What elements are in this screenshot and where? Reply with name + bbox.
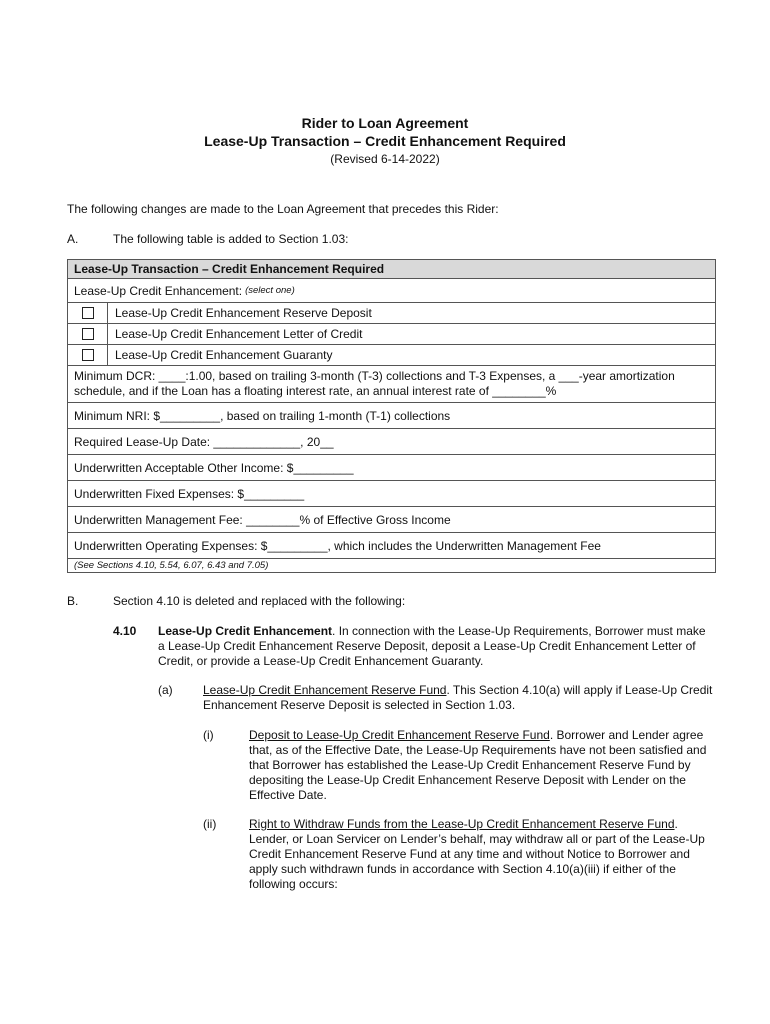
option-row-reserve-deposit	[68, 302, 715, 323]
required-lease-up-date-row: Required Lease-Up Date: _____________, 20__	[68, 428, 715, 454]
checkbox-letter-of-credit[interactable]	[82, 328, 94, 340]
section-410-heading: Lease-Up Credit Enhancement	[158, 624, 333, 638]
section-410aii-paragraph	[249, 817, 713, 892]
section-410aii-heading: Right to Withdraw Funds from the Lease-Up Credit Enhancement Reserve Fund	[249, 817, 675, 831]
section-410-body: . In connection with the Lease-Up Requirements, Borrower must make a Lease-Up Credit Enhancement Reserve Deposit, deposit a Lease-Up Credit Enhancement Letter of Credit, or provide a Lease-Up Credit Enhancement Guaranty.	[158, 624, 706, 668]
option-row-letter-of-credit	[68, 323, 715, 344]
section-410a-label: (a)	[158, 683, 173, 697]
minimum-nri-row: Minimum NRI: $_________, based on trailing 1-month (T-1) collections	[68, 402, 715, 428]
minimum-dcr-row: Minimum DCR: ____:1.00, based on trailing 3-month (T-3) collections and T-3 Expenses, a ___-year amortization schedule, and if the Loan has a floating interest rate, an annual interest rate of ________%	[68, 365, 715, 402]
section-410-number: 4.10	[113, 624, 137, 638]
document-title: Rider to Loan Agreement	[301, 115, 469, 131]
option-label: Lease-Up Credit Enhancement Letter of Credit	[115, 327, 363, 341]
select-hint: (select one)	[245, 285, 295, 296]
section-410a-paragraph	[203, 683, 713, 713]
option-label: Lease-Up Credit Enhancement Reserve Deposit	[115, 306, 372, 320]
section-410ai-heading: Deposit to Lease-Up Credit Enhancement Reserve Fund	[249, 728, 550, 742]
section-410-paragraph	[158, 624, 713, 669]
intro-paragraph: The following changes are made to the Loan Agreement that precedes this Rider:	[67, 202, 499, 216]
other-income-row: Underwritten Acceptable Other Income: $_________	[68, 454, 715, 480]
section-b-label: B.	[67, 594, 79, 608]
option-row-guaranty	[68, 344, 715, 365]
section-a-text: The following table is added to Section 1.03:	[113, 232, 349, 246]
section-410aii-body: . Lender, or Loan Servicer on Lender’s behalf, may withdraw all or part of the Lease-Up Credit Enhancement Reserve Fund at any time and without Notice to Borrower and apply such withdrawn funds in accordance with Section 4.10(a)(iii) if either of the following occurs:	[249, 817, 705, 891]
section-410aii-label: (ii)	[203, 817, 217, 831]
checkbox-cell	[68, 345, 108, 365]
section-410ai-paragraph	[249, 728, 713, 803]
section-b-text: Section 4.10 is deleted and replaced with the following:	[113, 594, 406, 608]
management-fee-row: Underwritten Management Fee: ________% of Effective Gross Income	[68, 506, 715, 532]
table-header: Lease-Up Transaction – Credit Enhancement Required	[68, 260, 715, 278]
operating-expenses-row: Underwritten Operating Expenses: $_________, which includes the Underwritten Management Fee	[68, 532, 715, 558]
section-410ai-body: . Borrower and Lender agree that, as of the Effective Date, the Lease-Up Requirements have not been satisfied and that Borrower has established the Lease-Up Credit Enhancement Reserve Fund by depositing the Lease-Up Credit Enhancement Reserve Deposit with Lender on the Effective Date.	[249, 728, 707, 802]
select-row	[68, 278, 715, 302]
checkbox-cell	[68, 324, 108, 344]
option-label: Lease-Up Credit Enhancement Guaranty	[115, 348, 333, 362]
table-footnote: (See Sections 4.10, 5.54, 6.07, 6.43 and 7.05)	[68, 558, 715, 572]
section-a-label: A.	[67, 232, 79, 246]
document-subtitle: Lease-Up Transaction – Credit Enhancement Required	[204, 133, 566, 149]
section-410ai-label: (i)	[203, 728, 214, 742]
checkbox-cell	[68, 303, 108, 323]
select-label: Lease-Up Credit Enhancement:	[74, 283, 243, 298]
checkbox-guaranty[interactable]	[82, 349, 94, 361]
fixed-expenses-row: Underwritten Fixed Expenses: $_________	[68, 480, 715, 506]
section-410a-heading: Lease-Up Credit Enhancement Reserve Fund	[203, 683, 447, 697]
section-410a-body: . This Section 4.10(a) will apply if Lease-Up Credit Enhancement Reserve Deposit is selected in Section 1.03.	[203, 683, 713, 712]
checkbox-reserve-deposit[interactable]	[82, 307, 94, 319]
revision-date: (Revised 6-14-2022)	[330, 152, 440, 166]
credit-enhancement-table	[67, 259, 716, 573]
